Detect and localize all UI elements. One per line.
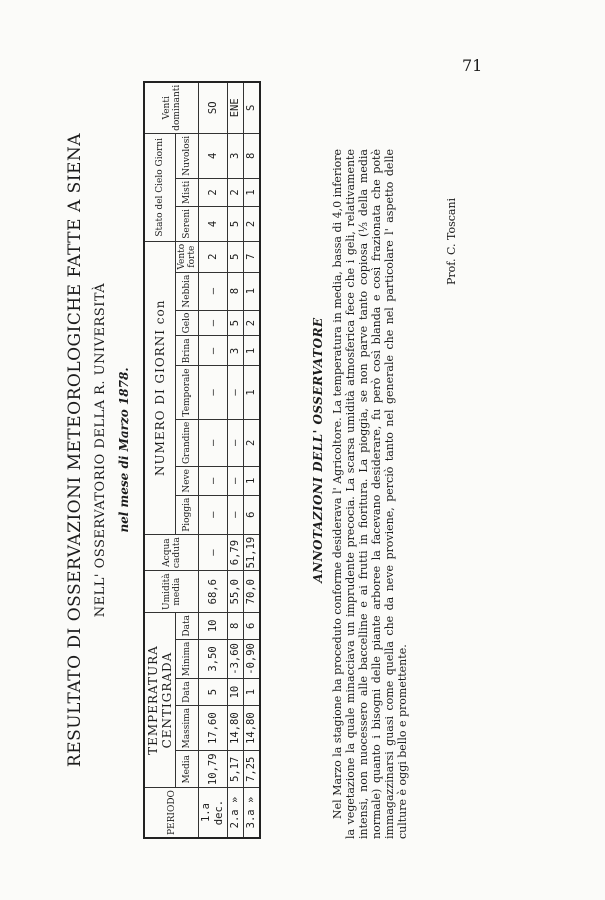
rotated-page-content [65,55,465,845]
cell-gelo: 2 [244,310,261,336]
table-row [228,82,244,838]
subheader-massima: Massima [176,705,199,751]
cell-nebbia: 1 [244,272,261,310]
annotations-text: Nel Marzo la stagione ha proceduto conforme desiderava l' Agricoltore. La temperatura in media, bassa di 4,0 inferiore la vegetazione la quale minacciava un imprudente precocia. La scarsa umidità atmosferica fece che i geli, relativamente intensi, non nuocessero alle baccelline e ai frutti in fioritura. La pioggia, se non parve tanto copiosa (⅓ della media normale) quanto i bisogni delle piante arboree la facevano desiderare, fu però così blanda e così frazionata che potè immagazzinarsi guasi come quella che da neve proviene, perciò tanto nel generale che nel particolare l' aspetto delle culture è oggi bello e promettente. [331,149,409,839]
cell-periodo: 1.a dec. [199,788,228,838]
header-giorni: NUMERO DI GIORNI con [144,241,176,534]
cell-grandine: — [228,419,244,466]
report-month: nel mese di Marzo 1878. [117,367,131,533]
subheader-pioggia: Pioggia [176,495,199,534]
cell-neve: — [228,467,244,496]
cell-neve: — [199,467,228,496]
cell-periodo: 3.a » [244,788,261,838]
cell-brina: — [199,336,228,366]
cell-massima: 14,80 [228,705,244,751]
cell-temporale: — [228,366,244,419]
cell-umidita: 55,0 [228,571,244,613]
header-cielo: Stato del Cielo Giorni [144,133,176,241]
cell-venti: S [244,82,261,134]
header-temperatura: TEMPERATURA CENTIGRADA [144,613,176,788]
header-acqua: Acqua caduta [144,534,199,571]
cell-data-max: 1 [244,679,261,706]
subheader-neve: Neve [176,467,199,496]
cell-vento-forte: 7 [244,241,261,272]
cell-minima: -0,90 [244,639,261,679]
cell-temporale: — [199,366,228,419]
subheader-sereni: Sereni [176,207,199,242]
cell-media: 5,17 [228,751,244,788]
cell-nuvolosi: 4 [199,133,228,178]
cell-massima: 17,60 [199,705,228,751]
cell-vento-forte: 5 [228,241,244,272]
cell-umidita: 70,0 [244,571,261,613]
cell-nuvolosi: 3 [228,133,244,178]
report-title: RESULTATO DI OSSERVAZIONI METEOROLOGICHE FATTE A SIENA [65,132,85,768]
cell-media: 7,25 [244,751,261,788]
header-umidita: Umidità media [144,571,199,613]
cell-nuvolosi: 8 [244,133,261,178]
cell-pioggia: — [199,495,228,534]
cell-acqua: 51,19 [244,534,261,571]
header-periodo: PERIODO [144,788,199,838]
cell-brina: 3 [228,336,244,366]
page-number: 71 [462,56,483,75]
subheader-brina: Brina [176,336,199,366]
cell-pioggia: 6 [244,495,261,534]
subheader-data-max: Data [176,679,199,706]
subheader-misti: Misti [176,178,199,206]
cell-data-min: 8 [228,613,244,640]
subheader-media: Media [176,751,199,788]
cell-gelo: — [199,310,228,336]
annotations-title: ANNOTAZIONI DELL' OSSERVATORE [311,317,325,583]
cell-data-max: 10 [228,679,244,706]
subheader-nebbia: Nebbia [176,272,199,310]
cell-venti: SO [199,82,228,134]
report-subtitle: NELL' OSSERVATORIO DELLA R. UNIVERSITÀ [93,282,108,618]
cell-periodo: 2.a » [228,788,244,838]
subheader-data-min: Data [176,613,199,640]
cell-nebbia: — [199,272,228,310]
cell-misti: 2 [199,178,228,206]
cell-neve: 1 [244,467,261,496]
cell-pioggia: — [228,495,244,534]
cell-brina: 1 [244,336,261,366]
cell-acqua: 6,79 [228,534,244,571]
cell-misti: 2 [228,178,244,206]
cell-venti: ENE [228,82,244,134]
cell-sereni: 4 [199,207,228,242]
cell-minima: 3,50 [199,639,228,679]
cell-massima: 14,80 [244,705,261,751]
cell-data-min: 6 [244,613,261,640]
cell-sereni: 2 [244,207,261,242]
subheader-nuvolosi: Nuvolosi [176,133,199,178]
cell-umidita: 68,6 [199,571,228,613]
cell-vento-forte: 2 [199,241,228,272]
table-row [244,82,261,838]
meteo-table [143,81,261,839]
cell-nebbia: 8 [228,272,244,310]
cell-grandine: — [199,419,228,466]
cell-gelo: 5 [228,310,244,336]
cell-minima: -3,60 [228,639,244,679]
cell-media: 10,79 [199,751,228,788]
cell-grandine: 2 [244,419,261,466]
header-venti: Venti dominanti [144,82,199,134]
subheader-minima: Minima [176,639,199,679]
cell-acqua: — [199,534,228,571]
subheader-grandine: Grandine [176,419,199,466]
cell-sereni: 5 [228,207,244,242]
cell-data-min: 10 [199,613,228,640]
cell-misti: 1 [244,178,261,206]
subheader-temporale: Temporale [176,366,199,419]
signature: Prof. C. Toscani [445,197,458,285]
cell-data-max: 5 [199,679,228,706]
cell-temporale: 1 [244,366,261,419]
subheader-vento-forte: Vento forte [176,241,199,272]
subheader-gelo: Gelo [176,310,199,336]
table-row [199,82,228,838]
